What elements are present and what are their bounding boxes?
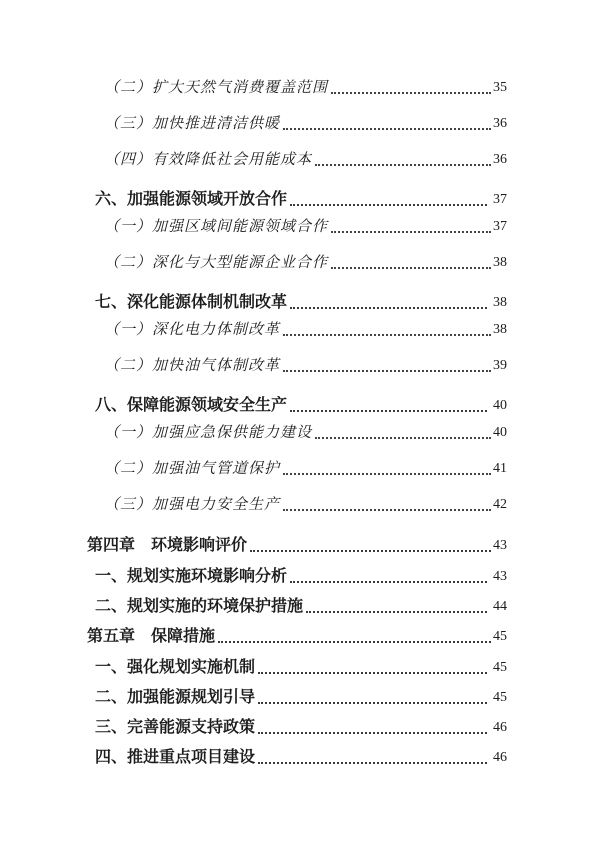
toc-entry-label: 七、深化能源体制机制改革 <box>95 294 288 311</box>
toc-entry-label: （二）扩大天然气消费覆盖范围 <box>104 80 329 96</box>
dot-leader <box>290 292 487 309</box>
toc-entry-page: 43 <box>493 538 507 553</box>
dot-leader <box>331 77 491 94</box>
toc-entry-page: 40 <box>493 398 507 413</box>
toc-entry <box>0 252 507 274</box>
dot-leader <box>250 535 491 552</box>
toc-entry-page: 38 <box>493 322 507 337</box>
toc-entry-page: 42 <box>493 497 507 512</box>
toc-entry-label: 四、推进重点项目建设 <box>95 749 256 766</box>
toc-entry-page: 44 <box>493 599 507 614</box>
dot-leader <box>258 687 487 704</box>
toc-entry-label: （二）加快油气体制改革 <box>104 358 281 374</box>
toc-entry-label: 一、强化规划实施机制 <box>95 659 256 676</box>
toc-entry <box>0 149 507 171</box>
toc-entry <box>0 77 507 99</box>
toc-entry-label: 第五章 保障措施 <box>87 628 216 645</box>
toc-entry-page: 36 <box>493 116 507 131</box>
toc-entry-page: 40 <box>493 425 507 440</box>
toc-entry <box>0 687 507 709</box>
toc-entry <box>0 657 507 679</box>
dot-leader <box>315 149 491 166</box>
toc-entry <box>0 319 507 341</box>
dot-leader <box>283 355 491 372</box>
toc-entry-page: 39 <box>493 358 507 373</box>
toc-entry-label: （四）有效降低社会用能成本 <box>104 152 313 168</box>
dot-leader <box>331 252 491 269</box>
dot-leader <box>283 113 491 130</box>
toc-entry-page: 38 <box>493 295 507 310</box>
toc-entry-label: 二、加强能源规划引导 <box>95 689 256 706</box>
toc-entry-page: 43 <box>493 569 507 584</box>
toc-entry-label: （一）深化电力体制改革 <box>104 322 281 338</box>
toc-entry <box>0 566 507 588</box>
toc-entry-page: 38 <box>493 255 507 270</box>
toc-entry-label: 第四章 环境影响评价 <box>87 537 248 554</box>
toc-entry <box>0 458 507 480</box>
toc-entry-label: （二）加强油气管道保护 <box>104 461 281 477</box>
dot-leader <box>283 458 491 475</box>
toc-entry-label: 一、规划实施环境影响分析 <box>95 568 288 585</box>
toc-entry-page: 36 <box>493 152 507 167</box>
toc-entry <box>0 395 507 417</box>
toc-entry-label: 二、规划实施的环境保护措施 <box>95 598 304 615</box>
toc-entry <box>0 494 507 516</box>
toc-entry <box>0 626 507 648</box>
toc-entry-label: 八、保障能源领域安全生产 <box>95 397 288 414</box>
dot-leader <box>331 216 491 233</box>
toc-entry-page: 45 <box>493 629 507 644</box>
toc-entry-label: 六、加强能源领域开放合作 <box>95 191 288 208</box>
toc-entry <box>0 189 507 211</box>
dot-leader <box>290 189 487 206</box>
dot-leader <box>258 747 487 764</box>
toc-entry-page: 46 <box>493 750 507 765</box>
toc-entry-label: 三、完善能源支持政策 <box>95 719 256 736</box>
toc-entry-label: （三）加强电力安全生产 <box>104 497 281 513</box>
dot-leader <box>290 395 487 412</box>
toc-entry-page: 35 <box>493 80 507 95</box>
toc-entry <box>0 216 507 238</box>
dot-leader <box>283 319 491 336</box>
dot-leader <box>290 566 487 583</box>
dot-leader <box>283 494 491 511</box>
toc-entry-label: （二）深化与大型能源企业合作 <box>104 255 329 271</box>
toc-entry <box>0 717 507 739</box>
dot-leader <box>258 717 487 734</box>
toc-entry-label: （三）加快推进清洁供暖 <box>104 116 281 132</box>
dot-leader <box>218 626 491 643</box>
toc-entry <box>0 422 507 444</box>
toc-entry-page: 41 <box>493 461 507 476</box>
toc-entry <box>0 747 507 769</box>
toc-entry-label: （一）加强应急保供能力建设 <box>104 425 313 441</box>
toc-entry-label: （一）加强区域间能源领域合作 <box>104 219 329 235</box>
toc-entry-page: 37 <box>493 219 507 234</box>
dot-leader <box>306 596 487 613</box>
toc-entry <box>0 292 507 314</box>
toc-entry-page: 37 <box>493 192 507 207</box>
toc-entry <box>0 355 507 377</box>
dot-leader <box>258 657 487 674</box>
toc-entry-page: 45 <box>493 690 507 705</box>
toc-entry <box>0 596 507 618</box>
dot-leader <box>315 422 491 439</box>
toc-entry <box>0 113 507 135</box>
toc-entry-page: 45 <box>493 660 507 675</box>
toc-entry-page: 46 <box>493 720 507 735</box>
toc-entry <box>0 535 507 557</box>
